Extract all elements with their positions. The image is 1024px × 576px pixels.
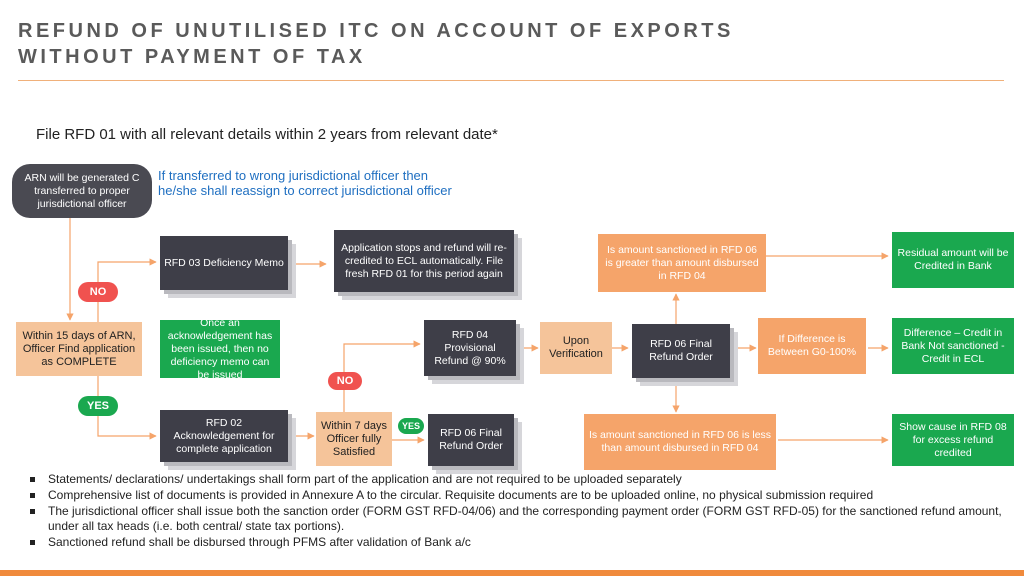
footer-bar [0, 570, 1024, 576]
subtitle: File RFD 01 with all relevant details within 2 years from relevant date* [36, 126, 498, 143]
application-stops-node: Application stops and refund will re-credited to ECL automatically. File fresh RFD 01 for this period again [334, 230, 514, 292]
title-line-1: REFUND OF UNUTILISED ITC ON ACCOUNT OF EXPORTS [18, 20, 734, 42]
reassign-note [158, 168, 452, 198]
list-item: Comprehensive list of documents is provided in Annexure A to the circular. Requisite documents are to be uploaded online, no physical submission required [26, 488, 1006, 503]
no-badge-satisfied: NO [328, 372, 362, 390]
arn-generated-node: ARN will be generated C transferred to proper jurisdictional officer [12, 164, 152, 218]
less-than-node: Is amount sanctioned in RFD 06 is less than amount disbursed in RFD 04 [584, 414, 776, 470]
no-badge-deficiency: NO [78, 282, 118, 302]
list-item: Statements/ declarations/ undertakings shall form part of the application and are not required to be uploaded separately [26, 472, 1006, 487]
within-15-days-node: Within 15 days of ARN, Officer Find application as COMPLETE [16, 322, 142, 376]
difference-between-node: If Difference is Between G0-100% [758, 318, 866, 374]
rfd02-acknowledgement-node: RFD 02 Acknowledgement for complete application [160, 410, 288, 462]
rfd04-provisional-refund-node: RFD 04 Provisional Refund @ 90% [424, 320, 516, 376]
yes-badge-complete: YES [78, 396, 118, 416]
difference-credit-node: Difference – Credit in Bank Not sanctioned - Credit in ECL [892, 318, 1014, 374]
rfd06-final-order-bottom-node: RFD 06 Final Refund Order [428, 414, 514, 466]
rfd03-deficiency-memo-node: RFD 03 Deficiency Memo [160, 236, 288, 290]
list-item: The jurisdictional officer shall issue both the sanction order (FORM GST RFD-04/06) and the corresponding payment order (FORM GST RFD-05) for the sanctioned refund amount, under all tax heads (i.e. both central/ state tax portions). [26, 504, 1006, 534]
show-cause-node: Show cause in RFD 08 for excess refund credited [892, 414, 1014, 466]
residual-amount-node: Residual amount will be Credited in Bank [892, 232, 1014, 288]
within-7-days-node: Within 7 days Officer fully Satisfied [316, 412, 392, 466]
reassign-note-line-1: If transferred to wrong jurisdictional officer then [158, 168, 429, 183]
rfd06-final-refund-order-node: RFD 06 Final Refund Order [632, 324, 730, 378]
reassign-note-line-2: he/she shall reassign to correct jurisdictional officer [158, 183, 452, 198]
greater-than-node: Is amount sanctioned in RFD 06 is greater than amount disbursed in RFD 04 [598, 234, 766, 292]
title-line-2: WITHOUT PAYMENT OF TAX [18, 46, 366, 68]
list-item: Sanctioned refund shall be disbursed through PFMS after validation of Bank a/c [26, 535, 1006, 550]
upon-verification-node: Upon Verification [540, 322, 612, 374]
acknowledgement-note-node: Once an acknowledgement has been issued, then no deficiency memo can be issued [160, 320, 280, 378]
yes-badge-satisfied: YES [398, 418, 424, 434]
notes-list [26, 472, 1006, 551]
